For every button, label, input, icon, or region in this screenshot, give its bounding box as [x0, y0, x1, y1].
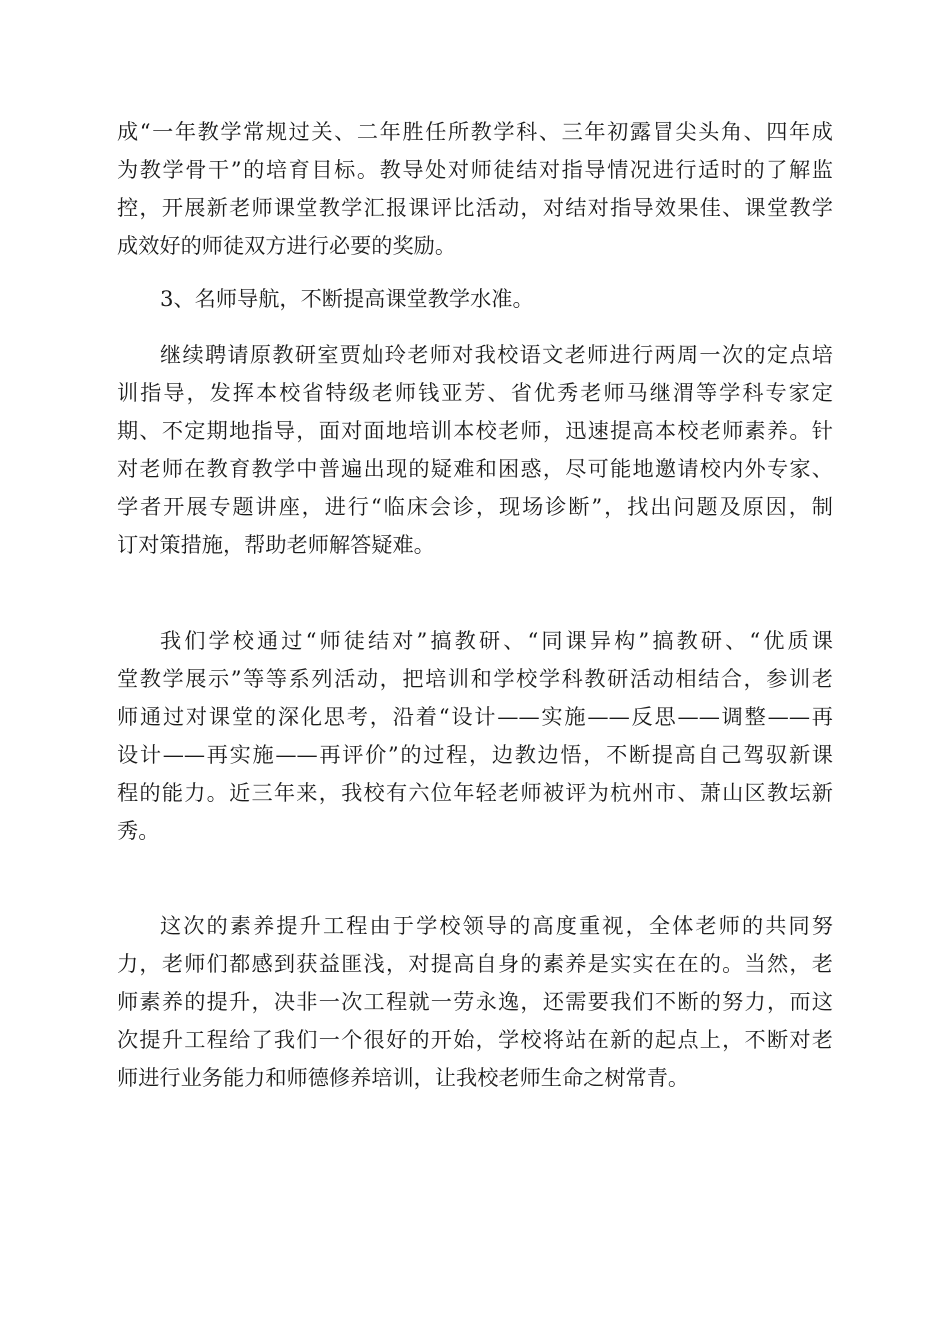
- text-line: 学者开展专题讲座，进行“临床会诊，现场诊断”，找出问题及原因，制: [117, 494, 833, 519]
- paragraph-training-goals: [117, 113, 833, 265]
- text-line: 成效好的师徒双方进行必要的奖励。: [117, 233, 457, 258]
- text-line: 力，老师们都感到获益匪浅，对提高自身的素养是实实在在的。当然，老: [117, 951, 833, 976]
- section-heading-master-teacher-guidance: [117, 280, 833, 318]
- text-line: 为教学骨干”的培育目标。教导处对师徒结对指导情况进行适时的了解监: [117, 157, 833, 182]
- text-line: 堂教学展示”等等系列活动，把培训和学校学科教研活动相结合，参训老: [117, 666, 833, 691]
- text-line: 继续聘请原教研室贾灿玲老师对我校语文老师进行两周一次的定点培: [160, 342, 833, 367]
- text-line: 订对策措施，帮助老师解答疑难。: [117, 532, 435, 557]
- text-line: 师通过对课堂的深化思考，沿着“设计——实施——反思——调整——再: [117, 704, 833, 729]
- paragraph-expert-guidance: [117, 336, 833, 564]
- text-line: 程的能力。近三年来，我校有六位年轻老师被评为杭州市、萧山区教坛新: [117, 780, 833, 805]
- text-line: 师素养的提升，决非一次工程就一劳永逸，还需要我们不断的努力，而这: [117, 989, 833, 1014]
- text-line: 秀。: [117, 818, 160, 843]
- paragraph-teaching-research-activities: [117, 622, 833, 850]
- text-line: 这次的素养提升工程由于学校领导的高度重视，全体老师的共同努: [160, 913, 833, 938]
- text-line: 成“一年教学常规过关、二年胜任所教学科、三年初露冒尖头角、四年成: [117, 119, 833, 144]
- text-line: 对老师在教育教学中普遍出现的疑难和困惑，尽可能地邀请校内外专家、: [117, 456, 833, 481]
- text-line: 次提升工程给了我们一个很好的开始，学校将站在新的起点上，不断对老: [117, 1027, 833, 1052]
- text-line: 我们学校通过“师徒结对”搞教研、“同课异构”搞教研、“优质课: [160, 628, 833, 653]
- text-line: 师进行业务能力和师德修养培训，让我校老师生命之树常青。: [117, 1065, 690, 1090]
- text-line: 期、不定期地指导，面对面地培训本校老师，迅速提高本校老师素养。针: [117, 418, 833, 443]
- text-line: 控，开展新老师课堂教学汇报课评比活动，对结对指导效果佳、课堂教学: [117, 195, 833, 220]
- text-line: 训指导，发挥本校省特级老师钱亚芳、省优秀老师马继渭等学科专家定: [117, 380, 833, 405]
- section-heading-text: 3、名师导航，不断提高课堂教学水准。: [160, 286, 534, 311]
- text-line: 设计——再实施——再评价”的过程，边教边悟，不断提高自己驾驭新课: [117, 742, 833, 767]
- paragraph-conclusion: [117, 907, 833, 1097]
